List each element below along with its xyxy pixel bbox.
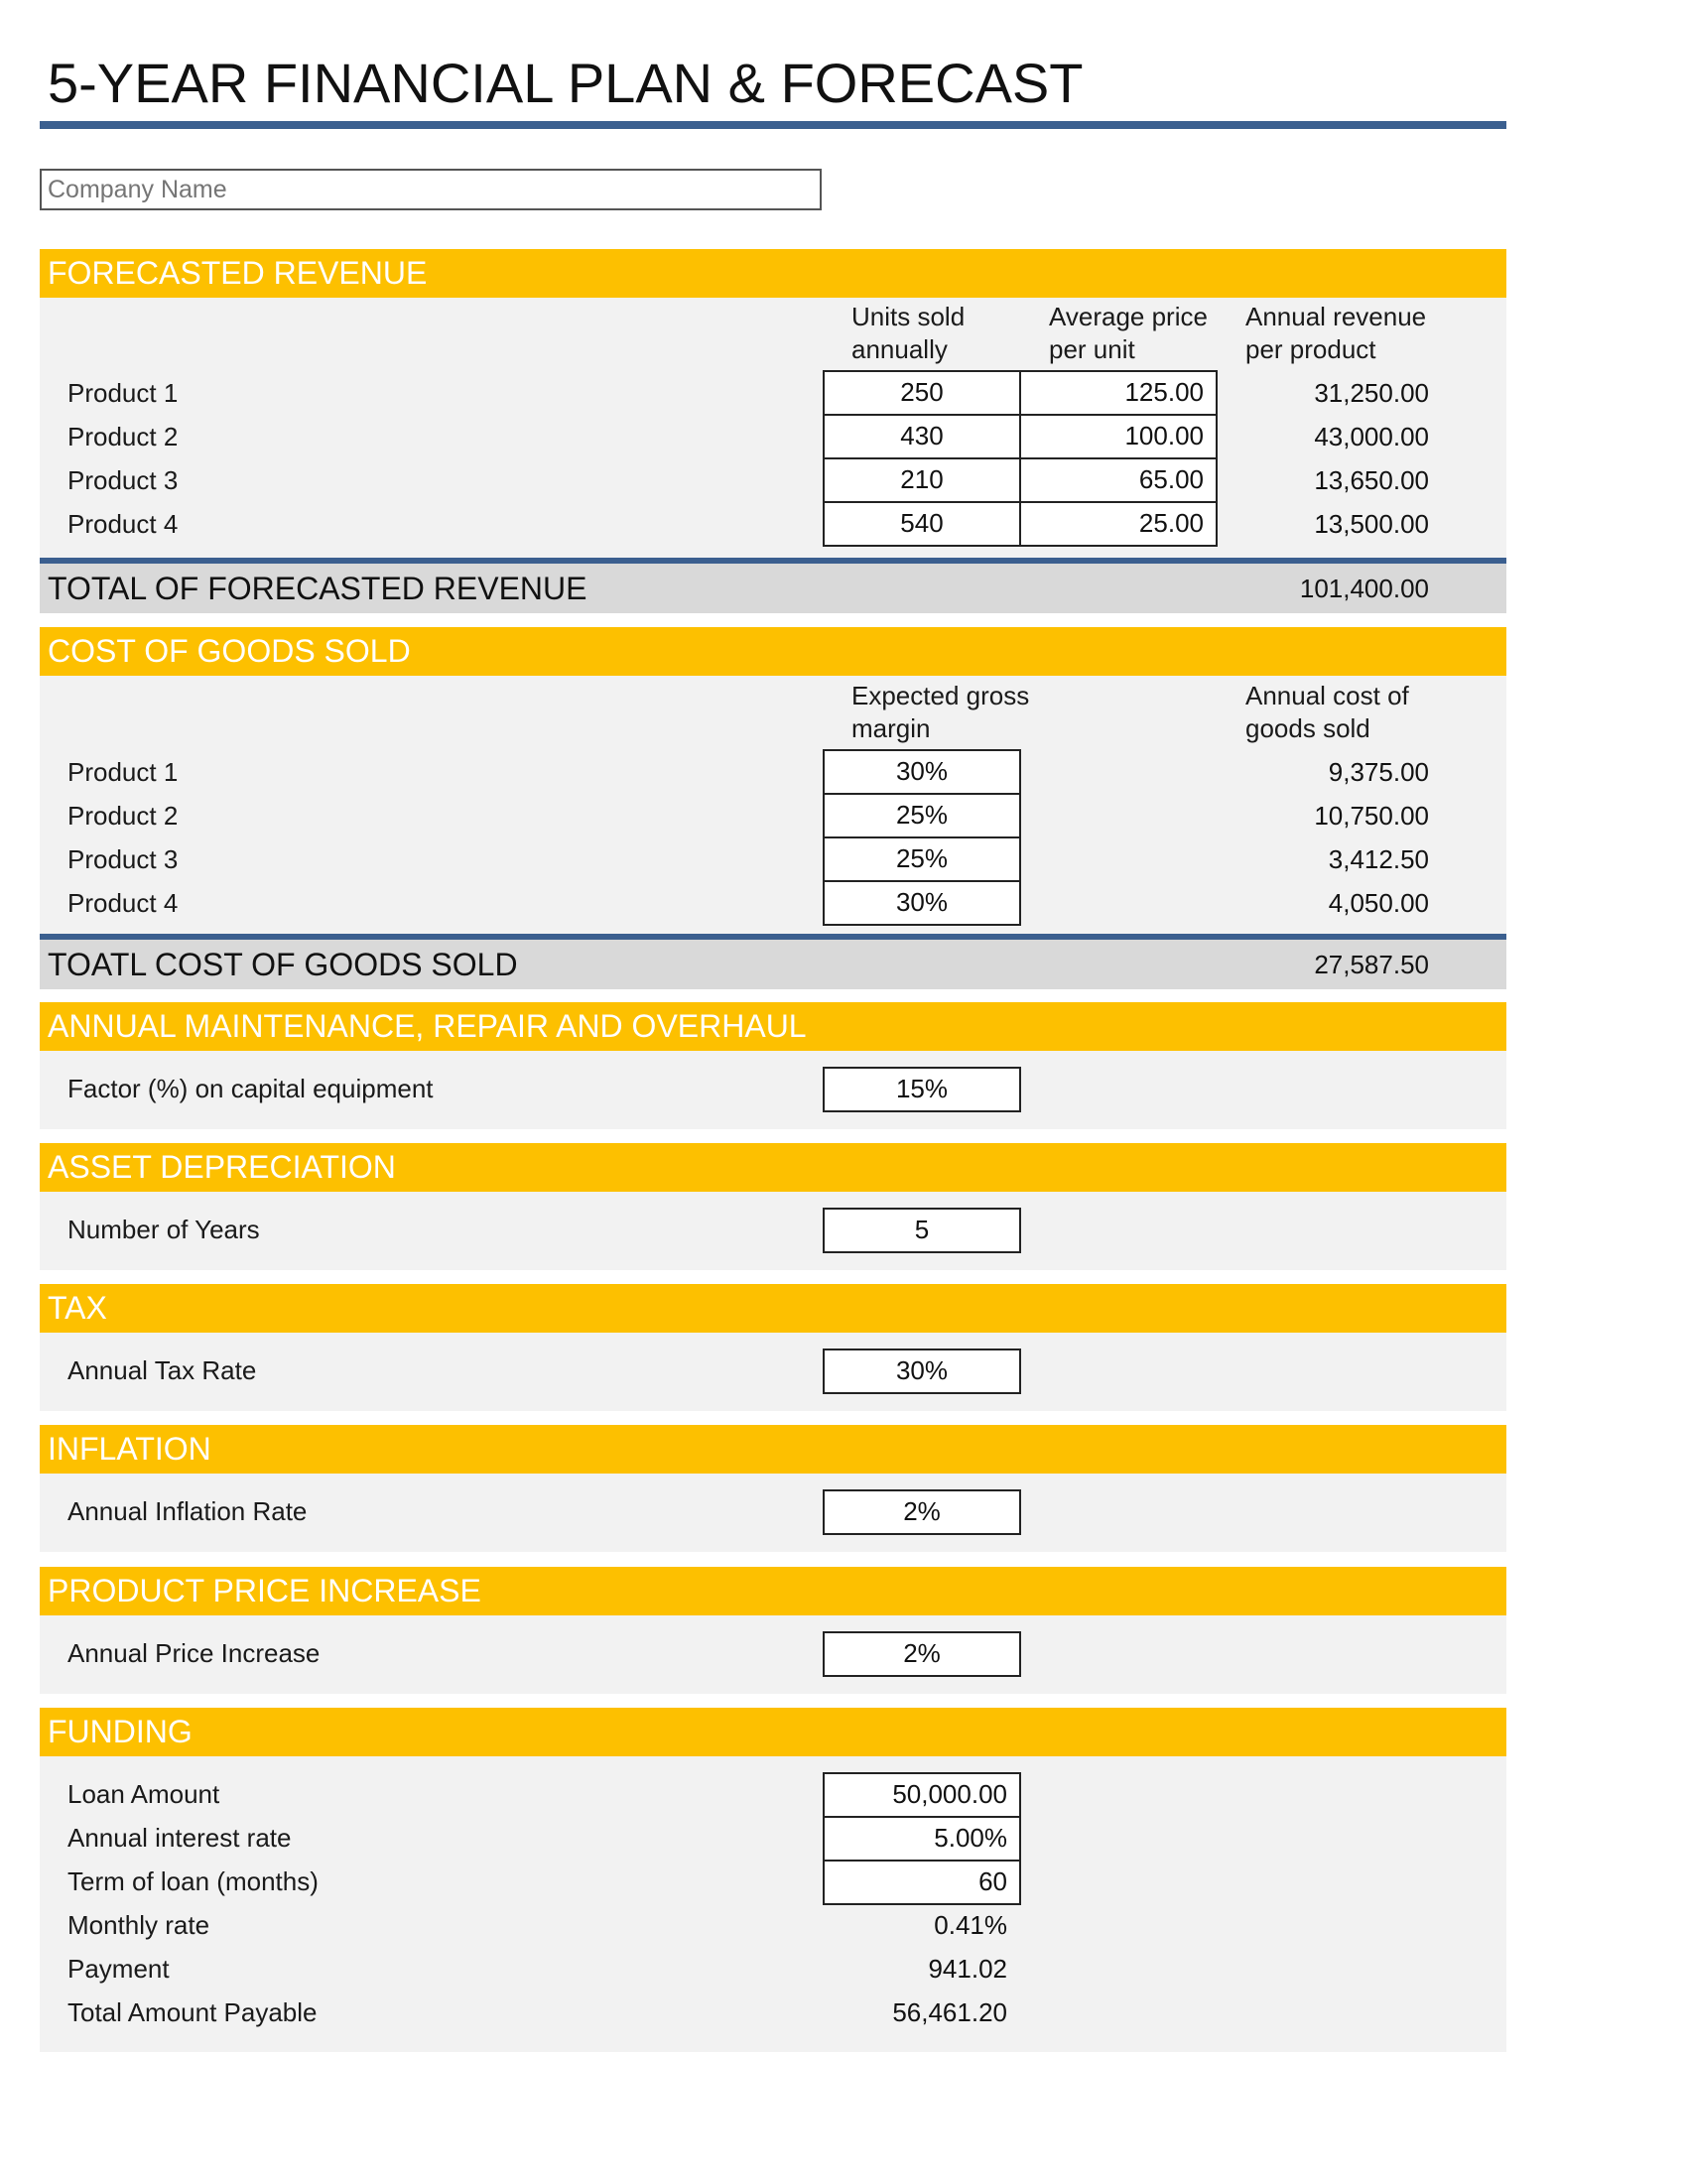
margin-input[interactable]: 30% xyxy=(823,880,1021,926)
units-input[interactable]: 250 xyxy=(823,370,1021,416)
revenue-total-label: TOTAL OF FORECASTED REVENUE xyxy=(48,571,587,606)
loan-amount-input[interactable]: 50,000.00 xyxy=(823,1772,1021,1818)
revenue-row-label: Product 1 xyxy=(67,378,179,408)
price-increase-label: Annual Price Increase xyxy=(67,1638,321,1668)
section-header-forecasted-revenue: FORECASTED REVENUE xyxy=(40,249,1506,298)
maintenance-label: Factor (%) on capital equipment xyxy=(67,1074,434,1103)
revenue-row-label: Product 2 xyxy=(67,422,179,451)
section-header-price-increase: PRODUCT PRICE INCREASE xyxy=(40,1567,1506,1615)
col-header-revenue: Annual revenue per product xyxy=(1245,302,1427,364)
cogs-row-label: Product 2 xyxy=(67,801,179,831)
inflation-label: Annual Inflation Rate xyxy=(67,1496,308,1526)
price-input[interactable]: 65.00 xyxy=(1019,457,1218,503)
interest-rate-label: Annual interest rate xyxy=(67,1823,292,1853)
revenue-value: 43,000.00 xyxy=(1314,422,1429,451)
cogs-total-value: 27,587.50 xyxy=(1314,950,1429,979)
col-header-cost: Annual cost of goods sold xyxy=(1245,681,1409,743)
revenue-row-label: Product 3 xyxy=(67,465,179,495)
section-header-cogs: COST OF GOODS SOLD xyxy=(40,627,1506,676)
depreciation-panel xyxy=(40,1192,1506,1270)
inflation-rate-input[interactable]: 2% xyxy=(823,1489,1021,1535)
section-header-maintenance: ANNUAL MAINTENANCE, REPAIR AND OVERHAUL xyxy=(40,1002,1506,1051)
loan-term-label: Term of loan (months) xyxy=(67,1866,319,1896)
interest-rate-input[interactable]: 5.00% xyxy=(823,1816,1021,1862)
depreciation-years-input[interactable]: 5 xyxy=(823,1208,1021,1253)
price-input[interactable]: 100.00 xyxy=(1019,414,1218,459)
margin-input[interactable]: 30% xyxy=(823,749,1021,795)
payment-value: 941.02 xyxy=(928,1954,1007,1984)
tax-panel xyxy=(40,1333,1506,1411)
loan-term-input[interactable]: 60 xyxy=(823,1860,1021,1905)
price-input[interactable]: 25.00 xyxy=(1019,501,1218,547)
depreciation-label: Number of Years xyxy=(67,1215,260,1244)
revenue-value: 31,250.00 xyxy=(1314,378,1429,408)
revenue-total-value: 101,400.00 xyxy=(1299,574,1429,603)
section-header-funding: FUNDING xyxy=(40,1708,1506,1756)
tax-rate-input[interactable]: 30% xyxy=(823,1349,1021,1394)
cogs-row-label: Product 3 xyxy=(67,844,179,874)
tax-label: Annual Tax Rate xyxy=(67,1355,257,1385)
section-header-depreciation: ASSET DEPRECIATION xyxy=(40,1143,1506,1192)
cogs-value: 4,050.00 xyxy=(1328,888,1429,918)
cogs-total-label: TOATL COST OF GOODS SOLD xyxy=(48,947,518,982)
section-header-tax: TAX xyxy=(40,1284,1506,1333)
title-underline xyxy=(40,121,1506,129)
price-input[interactable]: 125.00 xyxy=(1019,370,1218,416)
margin-input[interactable]: 25% xyxy=(823,793,1021,838)
section-header-inflation: INFLATION xyxy=(40,1425,1506,1474)
cogs-value: 3,412.50 xyxy=(1328,844,1429,874)
maintenance-factor-input[interactable]: 15% xyxy=(823,1067,1021,1112)
units-input[interactable]: 540 xyxy=(823,501,1021,547)
units-input[interactable]: 430 xyxy=(823,414,1021,459)
price-increase-input[interactable]: 2% xyxy=(823,1631,1021,1677)
col-header-margin: Expected gross margin xyxy=(851,681,1030,743)
company-name-input[interactable] xyxy=(40,169,822,210)
col-header-units: Units sold annually xyxy=(851,302,966,364)
units-input[interactable]: 210 xyxy=(823,457,1021,503)
total-payable-label: Total Amount Payable xyxy=(67,1997,318,2027)
revenue-value: 13,500.00 xyxy=(1314,509,1429,539)
margin-input[interactable]: 25% xyxy=(823,836,1021,882)
cogs-value: 10,750.00 xyxy=(1314,801,1429,831)
revenue-row-label: Product 4 xyxy=(67,509,179,539)
monthly-rate-label: Monthly rate xyxy=(67,1910,210,1940)
cogs-row-label: Product 4 xyxy=(67,888,179,918)
revenue-value: 13,650.00 xyxy=(1314,465,1429,495)
payment-label: Payment xyxy=(67,1954,170,1984)
cogs-row-label: Product 1 xyxy=(67,757,179,787)
loan-amount-label: Loan Amount xyxy=(67,1779,220,1809)
cogs-value: 9,375.00 xyxy=(1328,757,1429,787)
page-title: 5-YEAR FINANCIAL PLAN & FORECAST xyxy=(48,52,1084,114)
col-header-price: Average price per unit xyxy=(1049,302,1208,364)
monthly-rate-value: 0.41% xyxy=(934,1910,1007,1940)
total-payable-value: 56,461.20 xyxy=(892,1997,1007,2027)
